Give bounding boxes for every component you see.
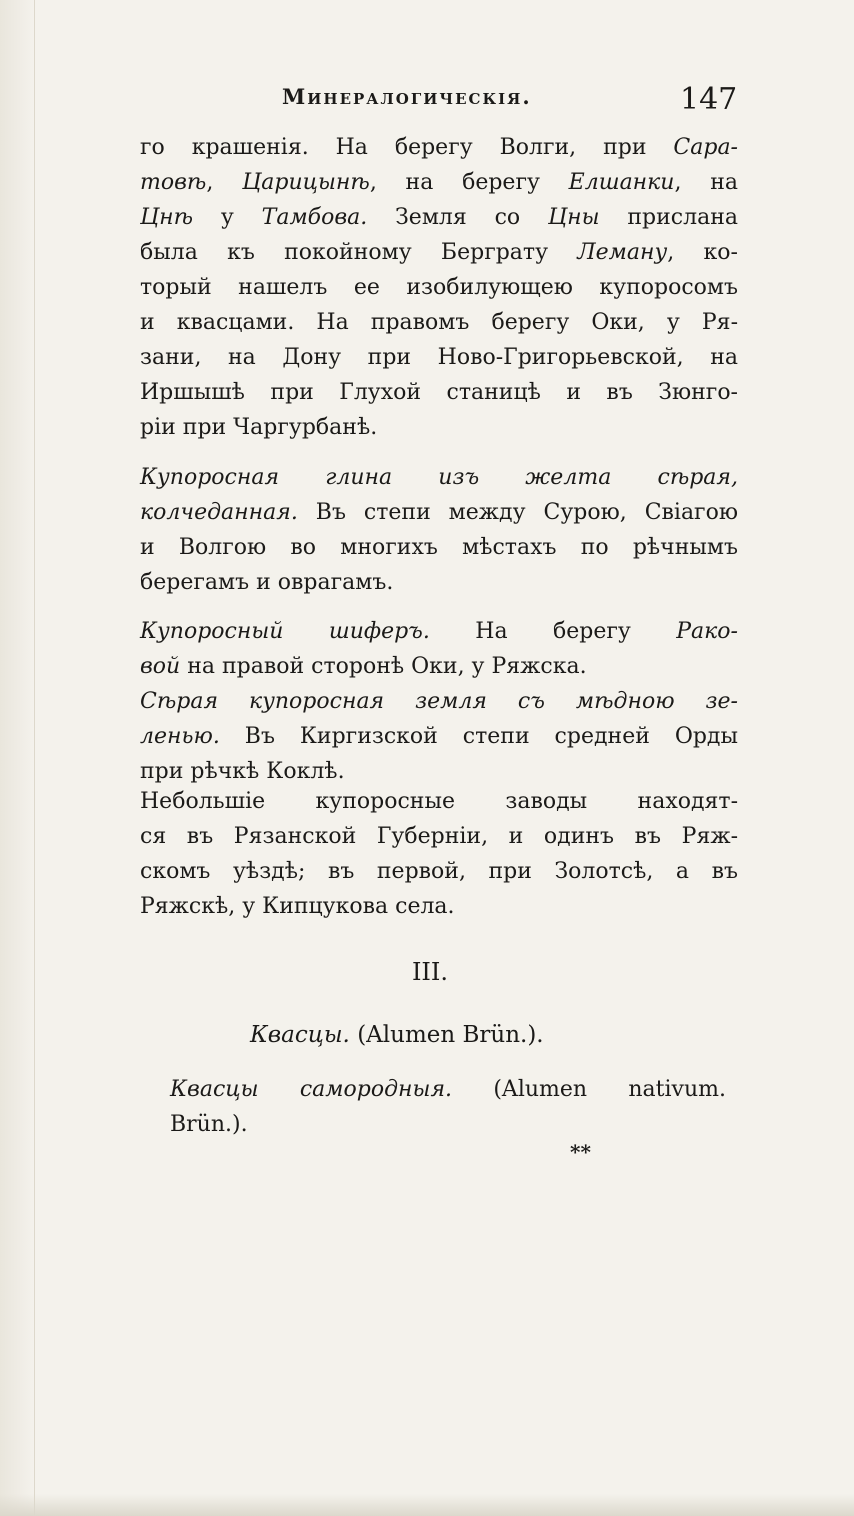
paragraph-vitriol-earth <box>140 684 738 789</box>
section-title-latin: (Alumen Brün.). <box>357 1022 544 1048</box>
text-run: ся въ Рязанской Губерніи, и одинъ въ Ряж- <box>140 824 738 849</box>
text-run: Леману <box>577 240 668 265</box>
text-line <box>140 340 738 375</box>
running-header: Минералогическія. <box>282 84 532 109</box>
text-run: колчеданная. <box>140 500 298 525</box>
text-run: го крашенія. На берегу Волги, при <box>140 135 674 160</box>
text-line <box>140 684 738 719</box>
text-run: скомъ уѣздѣ; въ первой, при Золотсѣ, а въ <box>140 859 738 884</box>
text-line <box>140 614 738 649</box>
text-line <box>170 1072 726 1107</box>
entry-native-alum <box>170 1072 726 1142</box>
text-line <box>140 305 738 340</box>
text-run: Тамбова. <box>261 205 368 230</box>
text-run: Цнѣ <box>140 205 194 230</box>
text-run: , <box>206 170 243 195</box>
text-run: прислана <box>599 205 738 230</box>
section-title <box>250 1022 650 1048</box>
text-run: Купоросная глина изъ желта сѣрая, <box>140 465 738 490</box>
text-run: Въ Киргизской степи средней Орды <box>219 724 738 749</box>
text-run: Ряжскѣ, у Кипцукова села. <box>140 894 455 919</box>
page-binding-edge <box>0 0 35 1516</box>
text-line <box>140 130 738 165</box>
text-run: при рѣчкѣ Коклѣ. <box>140 759 345 784</box>
paragraph-vitriol-clay <box>140 460 738 600</box>
text-run: и квасцами. На правомъ берегу Оки, у Ря- <box>140 310 738 335</box>
text-run: Небольшіе купоросные заводы находят- <box>140 789 738 814</box>
text-run: на правой сторонѣ Оки, у Ряжска. <box>180 654 587 679</box>
text-run: у <box>193 205 262 230</box>
text-line <box>140 889 738 924</box>
text-line <box>140 375 738 410</box>
text-run: Въ степи между Сурою, Свіагою <box>297 500 738 525</box>
paragraph-vitriol-slate <box>140 614 738 684</box>
text-run: Сѣрая купоросная земля съ мѣдною зе- <box>140 689 738 714</box>
text-line <box>140 649 738 684</box>
text-line <box>140 200 738 235</box>
text-line <box>140 784 738 819</box>
text-line <box>140 460 738 495</box>
paragraph-vitriol-works <box>140 784 738 924</box>
text-run: была къ покойному Берграту <box>140 240 578 265</box>
text-run: Елшанки <box>568 170 675 195</box>
text-line <box>140 854 738 889</box>
text-run: Квасцы самородныя. <box>170 1077 453 1102</box>
text-run: Царицынѣ <box>242 170 370 195</box>
text-run: На берегу <box>429 619 677 644</box>
paragraph-localities <box>140 130 738 445</box>
text-run: , ко- <box>667 240 738 265</box>
text-line <box>140 530 738 565</box>
text-run: (Alumen nativum. <box>452 1077 727 1102</box>
text-line <box>140 410 738 445</box>
text-run: , на <box>674 170 738 195</box>
page-bottom-shadow <box>0 1494 854 1516</box>
text-run: ріи при Чаргурбанѣ. <box>140 415 378 440</box>
text-line <box>170 1107 726 1142</box>
text-run: Иршышѣ при Глухой станицѣ и въ Зюнго- <box>140 380 738 405</box>
signature-mark: ** <box>570 1140 591 1164</box>
page-number: 147 <box>680 82 738 117</box>
text-run: , на берегу <box>369 170 569 195</box>
text-line <box>140 819 738 854</box>
text-run: вой <box>140 654 181 679</box>
text-run: товѣ <box>140 170 207 195</box>
text-run: Сара- <box>673 135 738 160</box>
text-run: Brün.). <box>170 1112 248 1137</box>
text-line <box>140 565 738 600</box>
section-title-russian: Квасцы. <box>250 1022 350 1048</box>
text-line <box>140 235 738 270</box>
text-run: Купоросный шиферъ. <box>140 619 430 644</box>
text-run: и Волгою во многихъ мѣстахъ по рѣчнымъ <box>140 535 738 560</box>
text-run: ленью. <box>140 724 220 749</box>
text-line <box>140 719 738 754</box>
text-run: Цны <box>547 205 600 230</box>
text-run: Земля со <box>367 205 548 230</box>
text-line <box>140 270 738 305</box>
section-number: III. <box>411 958 449 986</box>
text-run: торый нашелъ ее изобилующею купоросомъ <box>140 275 738 300</box>
text-run: берегамъ и оврагамъ. <box>140 570 394 595</box>
text-run: Рако- <box>676 619 738 644</box>
text-line <box>140 165 738 200</box>
text-run: зани, на Дону при Ново-Григорьевской, на <box>140 345 738 370</box>
text-line <box>140 495 738 530</box>
